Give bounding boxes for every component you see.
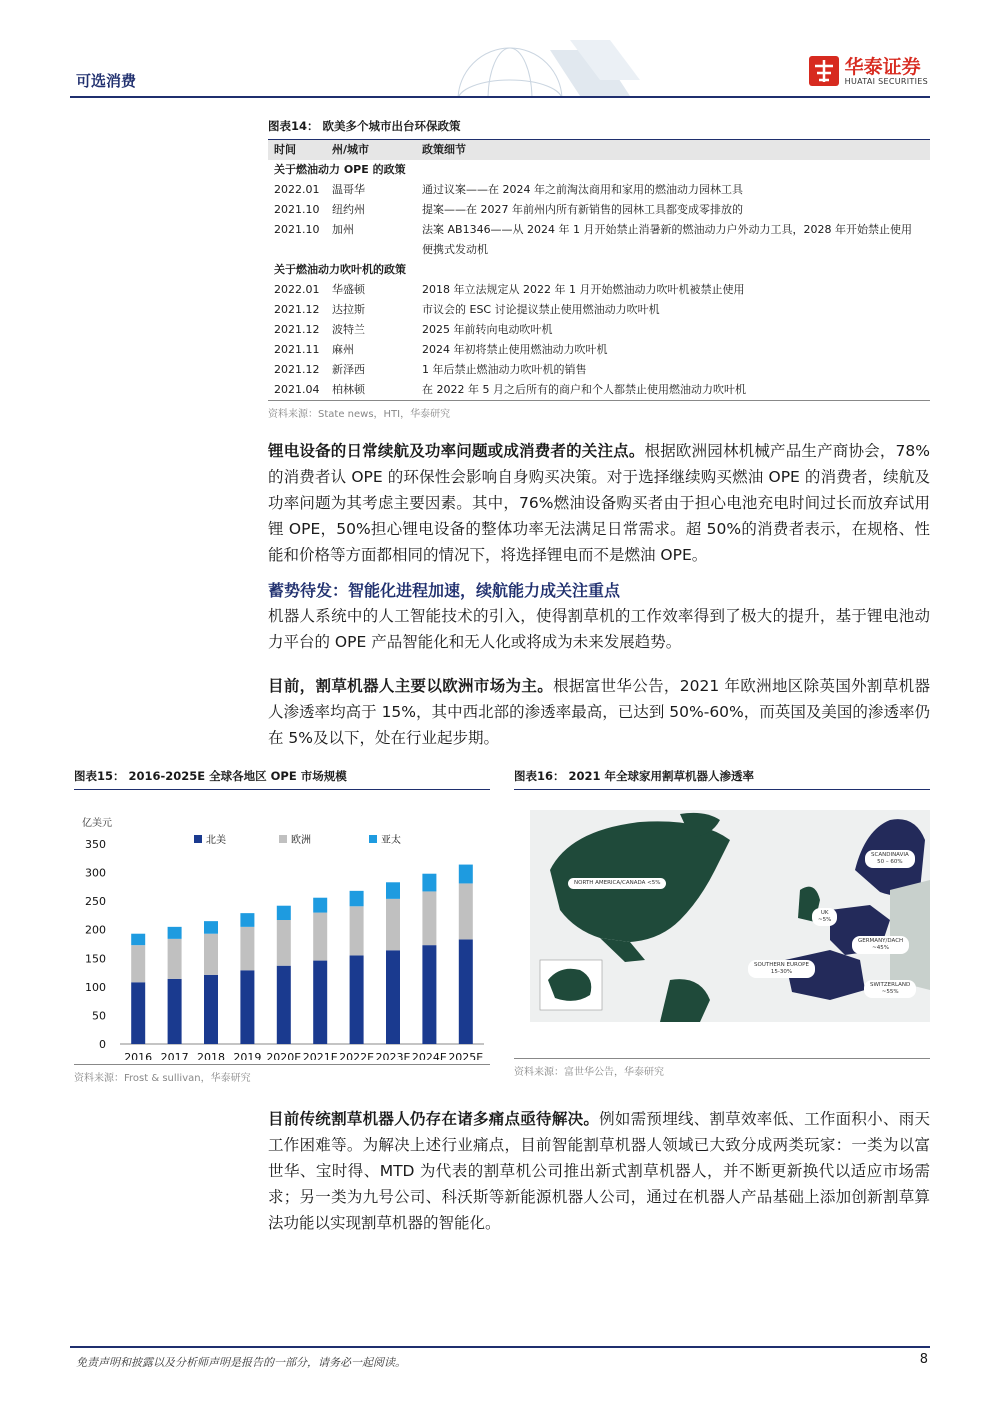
bar-欧洲 bbox=[204, 934, 218, 975]
cell-city: 纽约州 bbox=[332, 203, 365, 216]
paragraph-body: 例如需预埋线、割草效率低、工作面积小、雨天工作困难等。为解决上述行业痛点，目前智能割草机器人领域已大致分成两类玩家：一类为以富世华、宝时得、MTD 为代表的割草机公司推出新式割草机器人，并不断更新换代以适应市场需求；另一类为九号公司、科沃斯等新能源机器人公司，通过在机器人产品基础上添加创新割草算法功能以实现割草机器的智能化。 bbox=[268, 1110, 930, 1232]
page-number: 8 bbox=[919, 1352, 928, 1367]
east-europe-shape bbox=[890, 880, 930, 990]
bar-chart-svg bbox=[74, 790, 490, 1060]
bar-北美 bbox=[350, 955, 364, 1044]
bar-欧洲 bbox=[313, 913, 327, 961]
globe-decoration bbox=[400, 40, 640, 96]
y-tick-label: 200 bbox=[85, 923, 106, 937]
cell-detail: 2018 年立法规定从 2022 年 1 月开始燃油动力吹叶机被禁止使用 bbox=[422, 283, 745, 296]
figure-caption: 图表16： 2021 年全球家用割草机器人渗透率 bbox=[514, 768, 930, 790]
bar-欧洲 bbox=[459, 883, 473, 939]
bar-北美 bbox=[459, 939, 473, 1044]
cell-detail: 市议会的 ESC 讨论提议禁止使用燃油动力吹叶机 bbox=[422, 303, 660, 316]
cell-detail: 在 2022 年 5 月之后所有的商户和个人都禁止使用燃油动力吹叶机 bbox=[422, 383, 746, 396]
cell-detail: 法案 AB1346——从 2024 年 1 月开始禁止消暑新的燃油动力户外动力工具，2028 年开始禁止使用便携式发动机 bbox=[422, 223, 913, 256]
figure-source: 资料来源：富世华公告，华泰研究 bbox=[514, 1067, 664, 1078]
bar-亚太 bbox=[277, 906, 291, 920]
cell-city: 柏林顿 bbox=[332, 383, 365, 396]
company-logo bbox=[809, 56, 928, 86]
cell-city: 达拉斯 bbox=[332, 303, 365, 316]
paragraph-battery bbox=[268, 438, 930, 568]
paragraph-lead: 目前传统割草机器人仍存在诸多痛点亟待解决。 bbox=[268, 1110, 600, 1128]
table-section-ope: 关于燃油动力 OPE 的政策 bbox=[274, 163, 406, 176]
bar-北美 bbox=[240, 970, 254, 1044]
paragraph-pain-points bbox=[268, 1106, 930, 1236]
footer-disclaimer: 免责声明和披露以及分析师声明是报告的一部分，请务必一起阅读。 bbox=[76, 1356, 406, 1369]
bar-北美 bbox=[422, 945, 436, 1044]
x-tick-label: 2018 bbox=[197, 1051, 225, 1060]
x-tick-label: 2016 bbox=[124, 1051, 153, 1060]
table-row bbox=[268, 300, 930, 320]
bar-欧洲 bbox=[422, 891, 436, 945]
cell-city: 温哥华 bbox=[332, 183, 365, 196]
huatai-logo-icon bbox=[809, 56, 839, 86]
y-tick-label: 100 bbox=[85, 980, 106, 994]
y-tick-label: 150 bbox=[85, 952, 106, 966]
table-source: 资料来源：State news，HTI，华泰研究 bbox=[268, 409, 451, 420]
table-caption: 图表14： 欧美多个城市出台环保政策 bbox=[268, 118, 930, 140]
bar-亚太 bbox=[313, 898, 327, 913]
cell-city: 波特兰 bbox=[332, 323, 365, 336]
bar-北美 bbox=[313, 961, 327, 1044]
label-switzerland: SWITZERLAND ~55% bbox=[864, 980, 916, 998]
x-tick-label: 2017 bbox=[160, 1051, 189, 1060]
table-bottom-rule bbox=[268, 400, 930, 401]
footer-divider bbox=[70, 1346, 930, 1348]
paragraph-lead: 目前，割草机器人主要以欧洲市场为主。 bbox=[268, 677, 554, 695]
bar-亚太 bbox=[168, 927, 182, 939]
legend-swatch bbox=[369, 835, 377, 843]
bar-欧洲 bbox=[240, 927, 254, 970]
bar-欧洲 bbox=[131, 945, 145, 982]
bar-亚太 bbox=[131, 934, 145, 945]
x-tick-label: 2025E bbox=[448, 1051, 484, 1060]
cell-city: 麻州 bbox=[332, 343, 354, 356]
table-section-blower: 关于燃油动力吹叶机的政策 bbox=[274, 263, 406, 276]
bar-欧洲 bbox=[277, 920, 291, 966]
table-row bbox=[268, 320, 930, 340]
y-axis-unit-label: 亿美元 bbox=[82, 818, 112, 829]
bar-亚太 bbox=[204, 921, 218, 934]
figure-bottom-rule bbox=[514, 1058, 930, 1059]
cell-detail: 1 年后禁止燃油动力吹叶机的销售 bbox=[422, 363, 587, 376]
legend-swatch bbox=[194, 835, 202, 843]
table-row bbox=[268, 200, 930, 220]
cell-time: 2021.12 bbox=[274, 323, 320, 336]
figure-penetration-map bbox=[514, 768, 930, 1078]
table-header bbox=[268, 140, 930, 160]
bar-亚太 bbox=[459, 865, 473, 884]
legend-label: 亚太 bbox=[381, 835, 401, 846]
legend-swatch bbox=[279, 835, 287, 843]
figure-source: 资料来源：Frost & sullivan，华泰研究 bbox=[74, 1073, 251, 1084]
cell-time: 2021.12 bbox=[274, 363, 320, 376]
ope-market-chart bbox=[74, 790, 490, 1060]
report-category: 可选消费 bbox=[76, 72, 137, 90]
x-tick-label: 2020E bbox=[266, 1051, 302, 1060]
paragraph-lead: 锂电设备的日常续航及功率问题或成消费者的关注点。 bbox=[268, 442, 645, 460]
section-subheading: 蓄势待发：智能化进程加速，续航能力成关注重点 bbox=[268, 581, 621, 600]
bar-北美 bbox=[386, 950, 400, 1044]
x-tick-label: 2019 bbox=[233, 1051, 262, 1060]
x-tick-label: 2022E bbox=[339, 1051, 375, 1060]
logo-text-en: HUATAI SECURITIES bbox=[844, 76, 928, 86]
cell-city: 加州 bbox=[332, 223, 354, 236]
bar-亚太 bbox=[386, 882, 400, 899]
y-tick-label: 0 bbox=[99, 1038, 106, 1051]
bar-欧洲 bbox=[350, 906, 364, 955]
table-row bbox=[268, 360, 930, 380]
label-uk: UK ~5% bbox=[812, 908, 837, 926]
paragraph-body: 根据富世华公告，2021 年欧洲地区除英国外割草机器人渗透率均高于 15%，其中西北部的渗透率最高，已达到 50%-60%，而英国及美国的渗透率仍在 5%及以下，处在行业起步期。 bbox=[268, 677, 930, 747]
bar-北美 bbox=[168, 979, 182, 1044]
x-tick-label: 2024E bbox=[411, 1051, 447, 1060]
table-row bbox=[268, 380, 930, 400]
y-tick-label: 300 bbox=[85, 866, 106, 880]
label-germany: GERMANY/DACH ~45% bbox=[852, 936, 909, 954]
y-tick-label: 350 bbox=[85, 838, 106, 851]
cell-detail: 2024 年初将禁止使用燃油动力吹叶机 bbox=[422, 343, 608, 356]
cell-time: 2022.01 bbox=[274, 283, 320, 296]
x-tick-label: 2023E bbox=[375, 1051, 411, 1060]
y-tick-label: 250 bbox=[85, 895, 106, 909]
header-divider bbox=[70, 96, 930, 98]
cell-time: 2021.04 bbox=[274, 383, 320, 396]
label-north-america: NORTH AMERICA/CANADA <5% bbox=[568, 878, 666, 889]
y-tick-label: 50 bbox=[92, 1009, 106, 1023]
legend-label: 欧洲 bbox=[291, 835, 311, 846]
policy-table bbox=[268, 118, 930, 420]
bar-北美 bbox=[204, 975, 218, 1044]
table-row bbox=[268, 340, 930, 360]
cell-time: 2021.11 bbox=[274, 343, 320, 356]
table-row bbox=[268, 280, 930, 300]
cell-time: 2022.01 bbox=[274, 183, 320, 196]
cell-city: 新泽西 bbox=[332, 363, 365, 376]
logo-text-cn: 华泰证券 bbox=[844, 55, 921, 78]
figure-ope-market bbox=[74, 768, 490, 1084]
penetration-map bbox=[530, 810, 930, 1022]
bar-欧洲 bbox=[386, 899, 400, 950]
paragraph-ai: 机器人系统中的人工智能技术的引入，使得割草机的工作效率得到了极大的提升，基于锂电池动力平台的 OPE 产品智能化和无人化或将成为未来发展趋势。 bbox=[268, 607, 930, 651]
bar-亚太 bbox=[350, 891, 364, 906]
cell-detail: 2025 年前转向电动吹叶机 bbox=[422, 323, 553, 336]
bar-亚太 bbox=[240, 913, 254, 927]
figure-bottom-rule bbox=[74, 1064, 490, 1065]
paragraph-europe bbox=[268, 673, 930, 751]
bar-北美 bbox=[131, 982, 145, 1044]
table-row bbox=[268, 180, 930, 200]
label-scandinavia: SCANDINAVIA 50 – 60% bbox=[865, 850, 915, 868]
cell-detail: 通过议案——在 2024 年之前淘汰商用和家用的燃油动力园林工具 bbox=[422, 183, 743, 196]
bar-北美 bbox=[277, 966, 291, 1044]
x-tick-label: 2021E bbox=[302, 1051, 338, 1060]
col-header-city: 州/城市 bbox=[332, 143, 370, 156]
bar-欧洲 bbox=[168, 939, 182, 979]
table-row bbox=[268, 220, 930, 260]
mexico-shape bbox=[600, 938, 645, 962]
col-header-detail: 政策细节 bbox=[422, 143, 466, 156]
label-southern-europe: SOUTHERN EUROPE 15-30% bbox=[748, 960, 815, 978]
south-america-shape bbox=[660, 979, 710, 1022]
figure-caption: 图表15： 2016-2025E 全球各地区 OPE 市场规模 bbox=[74, 768, 490, 790]
cell-time: 2021.10 bbox=[274, 203, 320, 216]
cell-detail: 提案——在 2027 年前州内所有新销售的园林工具都变成零排放的 bbox=[422, 203, 743, 216]
cell-city: 华盛顿 bbox=[332, 283, 365, 296]
cell-time: 2021.12 bbox=[274, 303, 320, 316]
paragraph-body: 根据欧洲园林机械产品生产商协会，78%的消费者认 OPE 的环保性会影响自身购买决策。对于选择继续购买燃油 OPE 的消费者，续航及功率问题为其考虑主要因素。其中，76%燃油设备购买者由于担心电池充电时间过长而放弃试用锂 OPE，50%担心锂电设备的整体功率无法满足日常需求。超 50%的消费者表示，在规格、性能和价格等方面都相同的情况下，将选择锂电而不是燃油 OPE。 bbox=[268, 442, 930, 564]
col-header-time: 时间 bbox=[274, 143, 296, 156]
cell-time: 2021.10 bbox=[274, 223, 320, 236]
legend-label: 北美 bbox=[206, 835, 226, 846]
bar-亚太 bbox=[422, 874, 436, 892]
